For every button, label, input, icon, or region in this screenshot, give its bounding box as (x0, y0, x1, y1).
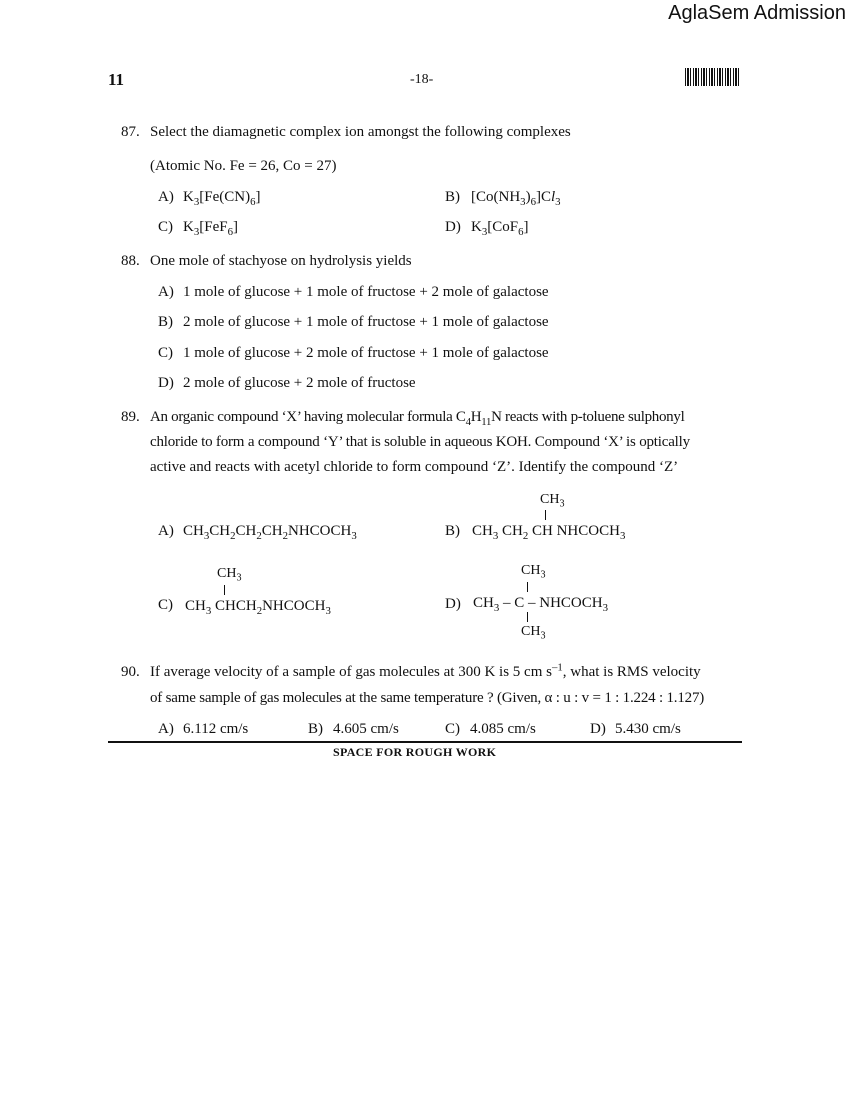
option-label: B) (445, 189, 460, 205)
option-label: D) (590, 721, 606, 737)
structure-branch: $CH_3$ (521, 563, 546, 581)
page-number: -18- (410, 72, 434, 87)
option-label: C) (158, 219, 173, 235)
option-text: 1 mole of glucose + 1 mole of fructose + 2 mole of galactose (183, 284, 549, 300)
option-label: C) (445, 721, 460, 737)
question-text: Select the diamagnetic complex ion amongst the following complexes (150, 124, 571, 140)
question-note: (Atomic No. Fe = 26, Co = 27) (150, 158, 337, 174)
barcode (685, 68, 741, 86)
option-label: A) (158, 284, 174, 300)
option-label: B) (445, 523, 460, 539)
question-text: of same sample of gas molecules at the same temperature ? (Given, α : u : v = 1 : 1.224 : 1.127) (150, 690, 705, 706)
option-label: D) (158, 375, 174, 391)
question-text: active and reacts with acetyl chloride to form compound ‘Z’. Identify the compound ‘Z’ (150, 459, 679, 475)
question-number: 87. (121, 124, 140, 140)
question-text: If average velocity of a sample of gas molecules at 300 K is 5 cm $s^{-1}$, what is RMS velocity (150, 661, 701, 680)
option-text: 6.112 cm/s (183, 721, 249, 737)
option-text: 4.085 cm/s (470, 721, 536, 737)
brand-watermark: AglaSem Admission (668, 2, 846, 24)
option-label: D) (445, 596, 461, 612)
bond-line (527, 582, 528, 592)
structure-branch: $CH_3$ (217, 566, 242, 584)
divider-rule (108, 741, 742, 743)
structure-branch: $CH_3$ (521, 624, 546, 642)
option-label: C) (158, 597, 173, 613)
option-structure: $CH_3CH_2CH_2CH_2NHCOCH_3$ (183, 523, 357, 542)
option-label: A) (158, 721, 174, 737)
option-text: 4.605 cm/s (333, 721, 399, 737)
option-formula: $K_3[Fe(CN)_6]$ (183, 189, 261, 208)
booklet-code: 11 (108, 70, 125, 89)
option-label: A) (158, 523, 174, 539)
option-formula: $K_3[FeF_6]$ (183, 219, 238, 238)
option-formula: $K_3[CoF_6]$ (471, 219, 529, 238)
option-formula: $[Co(NH_3)_6]Cl_3$ (471, 189, 561, 208)
option-text: 2 mole of glucose + 1 mole of fructose + 1 mole of galactose (183, 314, 549, 330)
question-text: chloride to form a compound ‘Y’ that is soluble in aqueous KOH. Compound ‘X’ is optically (150, 434, 690, 450)
question-number: 90. (121, 664, 140, 680)
option-text: 5.430 cm/s (615, 721, 681, 737)
bond-line (527, 612, 528, 622)
option-label: D) (445, 219, 461, 235)
option-label: B) (158, 314, 173, 330)
option-label: A) (158, 189, 174, 205)
option-structure: $CH_3$ $CH_2$ CH $NHCOCH_3$ (472, 523, 626, 542)
option-text: 1 mole of glucose + 2 mole of fructose + 1 mole of galactose (183, 345, 549, 361)
question-number: 89. (121, 409, 140, 425)
option-label: C) (158, 345, 173, 361)
rough-work-label: SPACE FOR ROUGH WORK (333, 745, 497, 759)
option-label: B) (308, 721, 323, 737)
bond-line (545, 510, 546, 520)
question-text: An organic compound ‘X’ having molecular formula $C_4H_{11}N$ reacts with p-toluene sulphonyl (150, 409, 685, 428)
bond-line (224, 585, 225, 595)
question-number: 88. (121, 253, 140, 269)
structure-branch: $CH_3$ (540, 492, 565, 510)
question-text: One mole of stachyose on hydrolysis yields (150, 253, 412, 269)
option-structure: $CH_3$ $CHCH_2NHCOCH_3$ (185, 598, 331, 617)
option-text: 2 mole of glucose + 2 mole of fructose (183, 375, 416, 391)
option-structure: $CH_3$ – C – $NHCOCH_3$ (473, 595, 609, 614)
